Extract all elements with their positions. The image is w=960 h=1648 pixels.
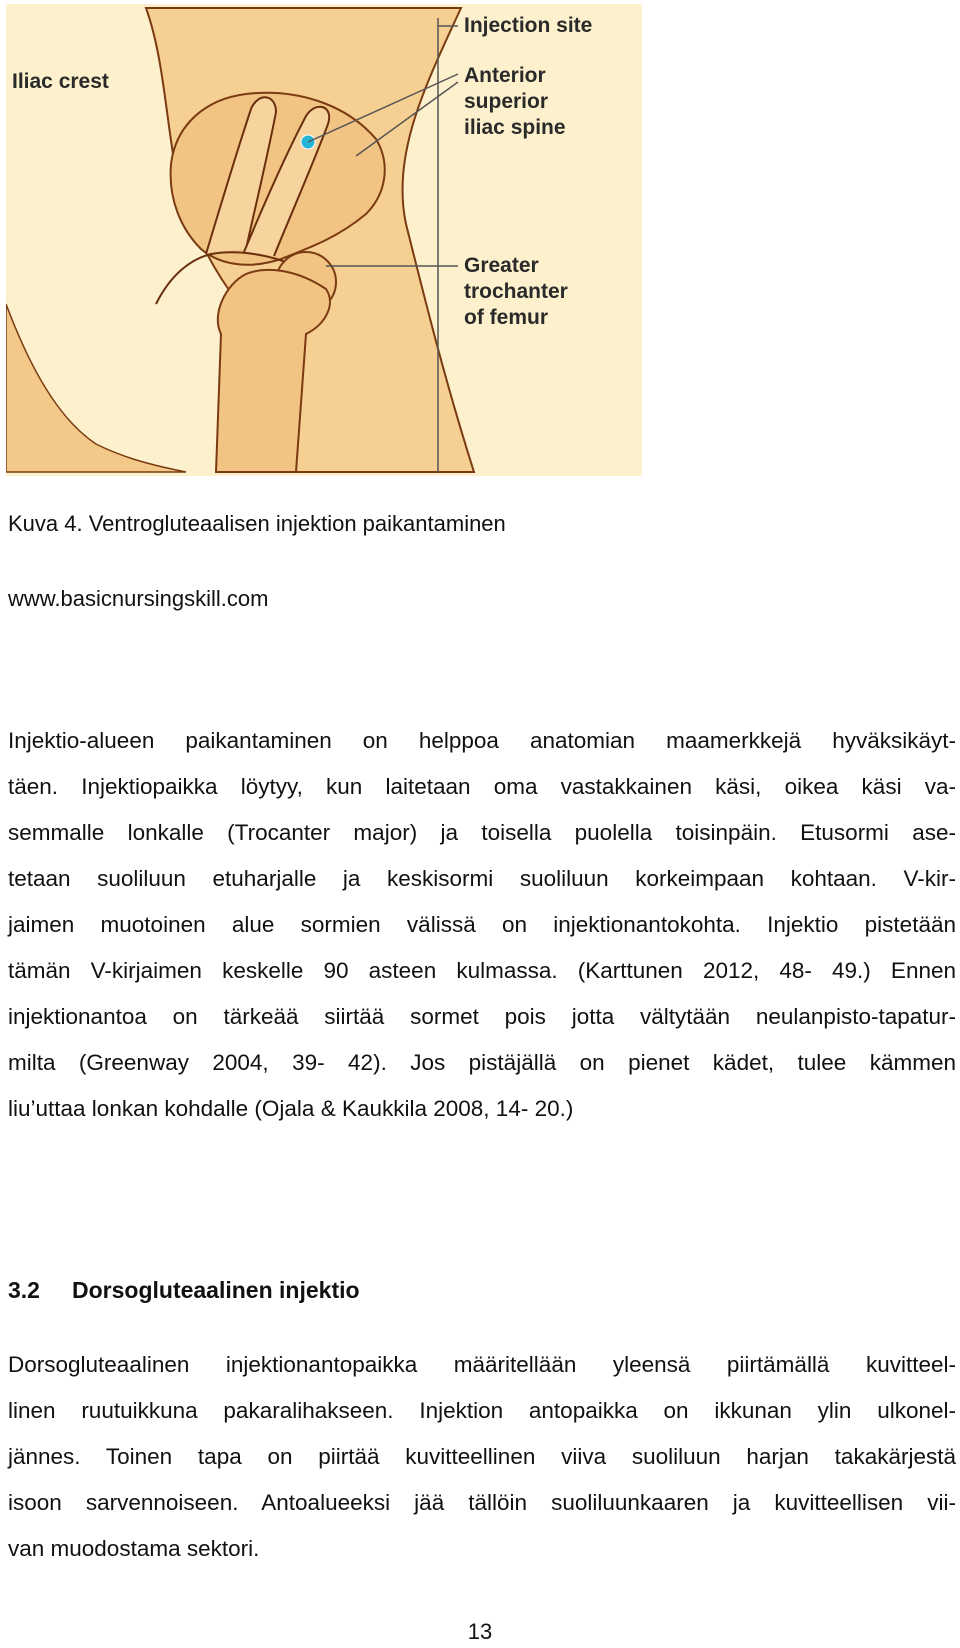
paragraph-line-last: van muodostama sektori. [8,1536,260,1561]
paragraph-line: tämän V-kirjaimen keskelle 90 asteen kulmassa. (Karttunen 2012, 48- 49.) Ennen [8,958,956,983]
paragraph-line: milta (Greenway 2004, 39- 42). Jos pistäjällä on pienet kädet, tulee kämmen [8,1050,956,1075]
label-asis-line-1: Anterior [464,64,546,87]
paragraph-line: täen. Injektiopaikka löytyy, kun laitetaan oma vastakkainen käsi, oikea käsi va- [8,774,956,799]
paragraph-line: jaimen muotoinen alue sormien välissä on injektionantokohta. Injektio pistetään [8,912,956,937]
paragraph-line: jännes. Toinen tapa on piirtää kuvitteellinen viiva suoliluun harjan takakärjestä [8,1444,956,1469]
label-injection-site: Injection site [464,14,593,37]
section-title: Dorsogluteaalinen injektio [72,1277,360,1303]
label-asis-line-2: superior [464,90,549,113]
label-trochanter-line-1: Greater [464,254,539,277]
paragraph-line: semmalle lonkalle (Trocanter major) ja toisella puolella toisinpäin. Etusormi ase- [8,820,956,845]
paragraph-line: tetaan suoliluun etuharjalle ja keskisormi suoliluun korkeimpaan kohtaan. V-kir- [8,866,956,891]
hip-anatomy-illustration [6,4,642,476]
figure-source: www.basicnursingskill.com [8,586,269,611]
figure-caption: Kuva 4. Ventrogluteaalisen injektion paikantaminen [8,511,506,536]
label-asis-line-3: iliac spine [464,116,566,139]
paragraph-line: Injektio-alueen paikantaminen on helppoa anatomian maamerkkejä hyväksikäyt- [8,728,956,753]
paragraph-line: linen ruutuikkuna pakaralihakseen. Injektion antopaikka on ikkunan ylin ulkonel- [8,1398,956,1423]
paragraph-line: isoon sarvennoiseen. Antoalueeksi jää tällöin suoliluunkaaren ja kuvitteellisen vii- [8,1490,956,1515]
page-number: 13 [467,1619,493,1644]
paragraph-ventrogluteal [8,718,956,1132]
section-number: 3.2 [8,1277,40,1303]
section-heading [8,1274,360,1306]
label-trochanter-line-3: of femur [464,306,548,329]
paragraph-line: injektionantoa on tärkeää siirtää sormet pois jotta vältytään neulanpisto-tapatur- [8,1004,956,1029]
paragraph-line-last: liu’uttaa lonkan kohdalle (Ojala & Kaukkila 2008, 14- 20.) [8,1096,574,1121]
paragraph-line: Dorsogluteaalinen injektionantopaikka määritellään yleensä piirtämällä kuvitteel- [8,1352,956,1377]
hip-anatomy-figure [6,4,642,476]
label-iliac-crest: Iliac crest [12,70,109,93]
paragraph-dorsogluteal [8,1342,956,1572]
label-trochanter-line-2: trochanter [464,280,568,303]
